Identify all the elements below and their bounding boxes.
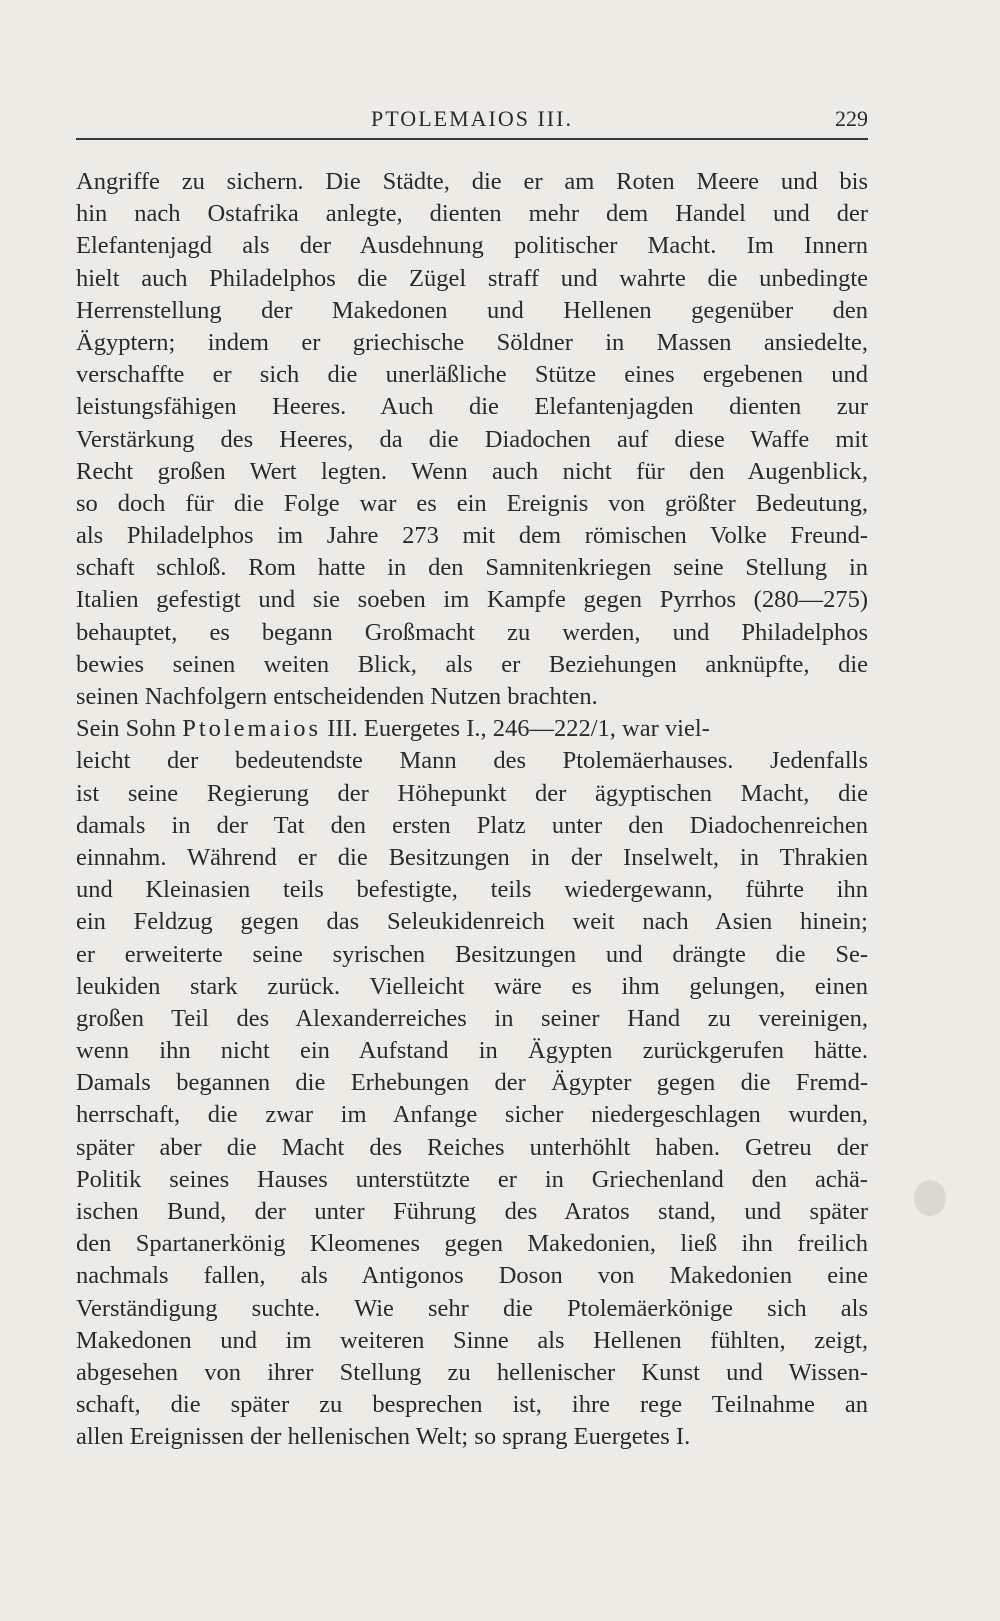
text-line: als Philadelphos im Jahre 273 mit dem römischen Volke Freund- bbox=[76, 522, 868, 550]
text-line: nachmals fallen, als Antigonos Doson von Makedonien eine bbox=[76, 1262, 868, 1290]
text-line: ist seine Regierung der Höhepunkt der ägyptischen Macht, die bbox=[76, 779, 868, 807]
text-line: Verstärkung des Heeres, da die Diadochen auf diese Waffe mit bbox=[76, 425, 868, 453]
running-title: PTOLEMAIOS III. bbox=[371, 106, 573, 131]
text-line: behauptet, es begann Großmacht zu werden, und Philadelphos bbox=[76, 618, 868, 646]
text-line: großen Teil des Alexanderreiches in seiner Hand zu vereinigen, bbox=[76, 1004, 868, 1032]
text-line: herrschaft, die zwar im Anfange sicher niedergeschlagen wurden, bbox=[76, 1101, 868, 1129]
text-line: allen Ereignissen der hellenischen Welt; so sprang Euergetes I. bbox=[76, 1423, 691, 1451]
text-line: bewies seinen weiten Blick, als er Beziehungen anknüpfte, die bbox=[76, 650, 868, 678]
text-line: hin nach Ostafrika anlegte, dienten mehr dem Handel und der bbox=[76, 200, 868, 228]
page-smudge bbox=[914, 1180, 946, 1216]
text-line: Herrenstellung der Makedonen und Hellenen gegenüber den bbox=[76, 296, 868, 324]
text-line: schaft, die später zu besprechen ist, ihre rege Teilnahme an bbox=[76, 1391, 868, 1419]
text-fragment: Sein Sohn bbox=[76, 715, 183, 743]
text-line: Politik seines Hauses unterstützte er in Griechenland den achä- bbox=[76, 1165, 868, 1193]
text-line: leistungsfähigen Heeres. Auch die Elefantenjagden dienten zur bbox=[76, 393, 868, 421]
text-line: leukiden stark zurück. Vielleicht wäre es ihm gelungen, einen bbox=[76, 972, 868, 1000]
text-line: ischen Bund, der unter Führung des Aratos stand, und später bbox=[76, 1198, 868, 1225]
text-line: Recht großen Wert legten. Wenn auch nicht für den Augenblick, bbox=[76, 457, 868, 485]
text-line: leicht der bedeutendste Mann des Ptolemäerhauses. Jedenfalls bbox=[76, 747, 868, 775]
paragraph-end-line: seinen Nachfolgern entscheidenden Nutzen brachten. bbox=[76, 683, 598, 710]
text-line: Damals begannen die Erhebungen der Ägypter gegen die Fremd- bbox=[76, 1069, 868, 1097]
text-line: den Spartanerkönig Kleomenes gegen Makedonien, ließ ihn freilich bbox=[76, 1230, 868, 1258]
text-line: Ägyptern; indem er griechische Söldner in Massen ansiedelte, bbox=[76, 328, 868, 356]
paragraph-start-line bbox=[76, 713, 868, 745]
text-line: später aber die Macht des Reiches unterhöhlt haben. Getreu der bbox=[76, 1133, 868, 1161]
text-line: schaft schloß. Rom hatte in den Samnitenkriegen seine Stellung in bbox=[76, 554, 868, 582]
text-line: Verständigung suchte. Wie sehr die Ptolemäerkönige sich als bbox=[76, 1294, 868, 1322]
page-number: 229 bbox=[835, 106, 868, 131]
text-line: damals in der Tat den ersten Platz unter den Diadochenreichen bbox=[76, 811, 868, 839]
header-rule bbox=[76, 138, 868, 140]
text-fragment: III. Euergetes I., 246—222/1, war viel- bbox=[321, 715, 710, 743]
text-line: so doch für die Folge war es ein Ereignis von größter Bedeutung, bbox=[76, 489, 868, 517]
text-line: abgesehen von ihrer Stellung zu hellenischer Kunst und Wissen- bbox=[76, 1358, 868, 1386]
text-line: und Kleinasien teils befestigte, teils wiedergewann, führte ihn bbox=[76, 876, 868, 904]
running-head bbox=[76, 100, 868, 140]
text-line: er erweiterte seine syrischen Besitzungen und drängte die Se- bbox=[76, 940, 868, 968]
text-line: Angriffe zu sichern. Die Städte, die er am Roten Meere und bis bbox=[76, 168, 868, 195]
text-line: ein Feldzug gegen das Seleukidenreich weit nach Asien hinein; bbox=[76, 908, 868, 936]
text-line: Italien gefestigt und sie soeben im Kampfe gegen Pyrrhos (280—275) bbox=[76, 586, 868, 614]
body-text bbox=[76, 166, 868, 1454]
text-line: hielt auch Philadelphos die Zügel straff und wahrte die unbedingte bbox=[76, 264, 868, 292]
text-line: einnahm. Während er die Besitzungen in der Inselwelt, in Thrakien bbox=[76, 843, 868, 871]
text-line: wenn ihn nicht ein Aufstand in Ägypten zurückgerufen hätte. bbox=[76, 1037, 868, 1065]
spaced-name: Ptolemaios bbox=[182, 715, 322, 743]
text-line: verschaffte er sich die unerläßliche Stütze eines ergebenen und bbox=[76, 361, 868, 389]
text-line: Elefantenjagd als der Ausdehnung politischer Macht. Im Innern bbox=[76, 232, 868, 260]
text-line: Makedonen und im weiteren Sinne als Hellenen fühlten, zeigt, bbox=[76, 1326, 868, 1354]
